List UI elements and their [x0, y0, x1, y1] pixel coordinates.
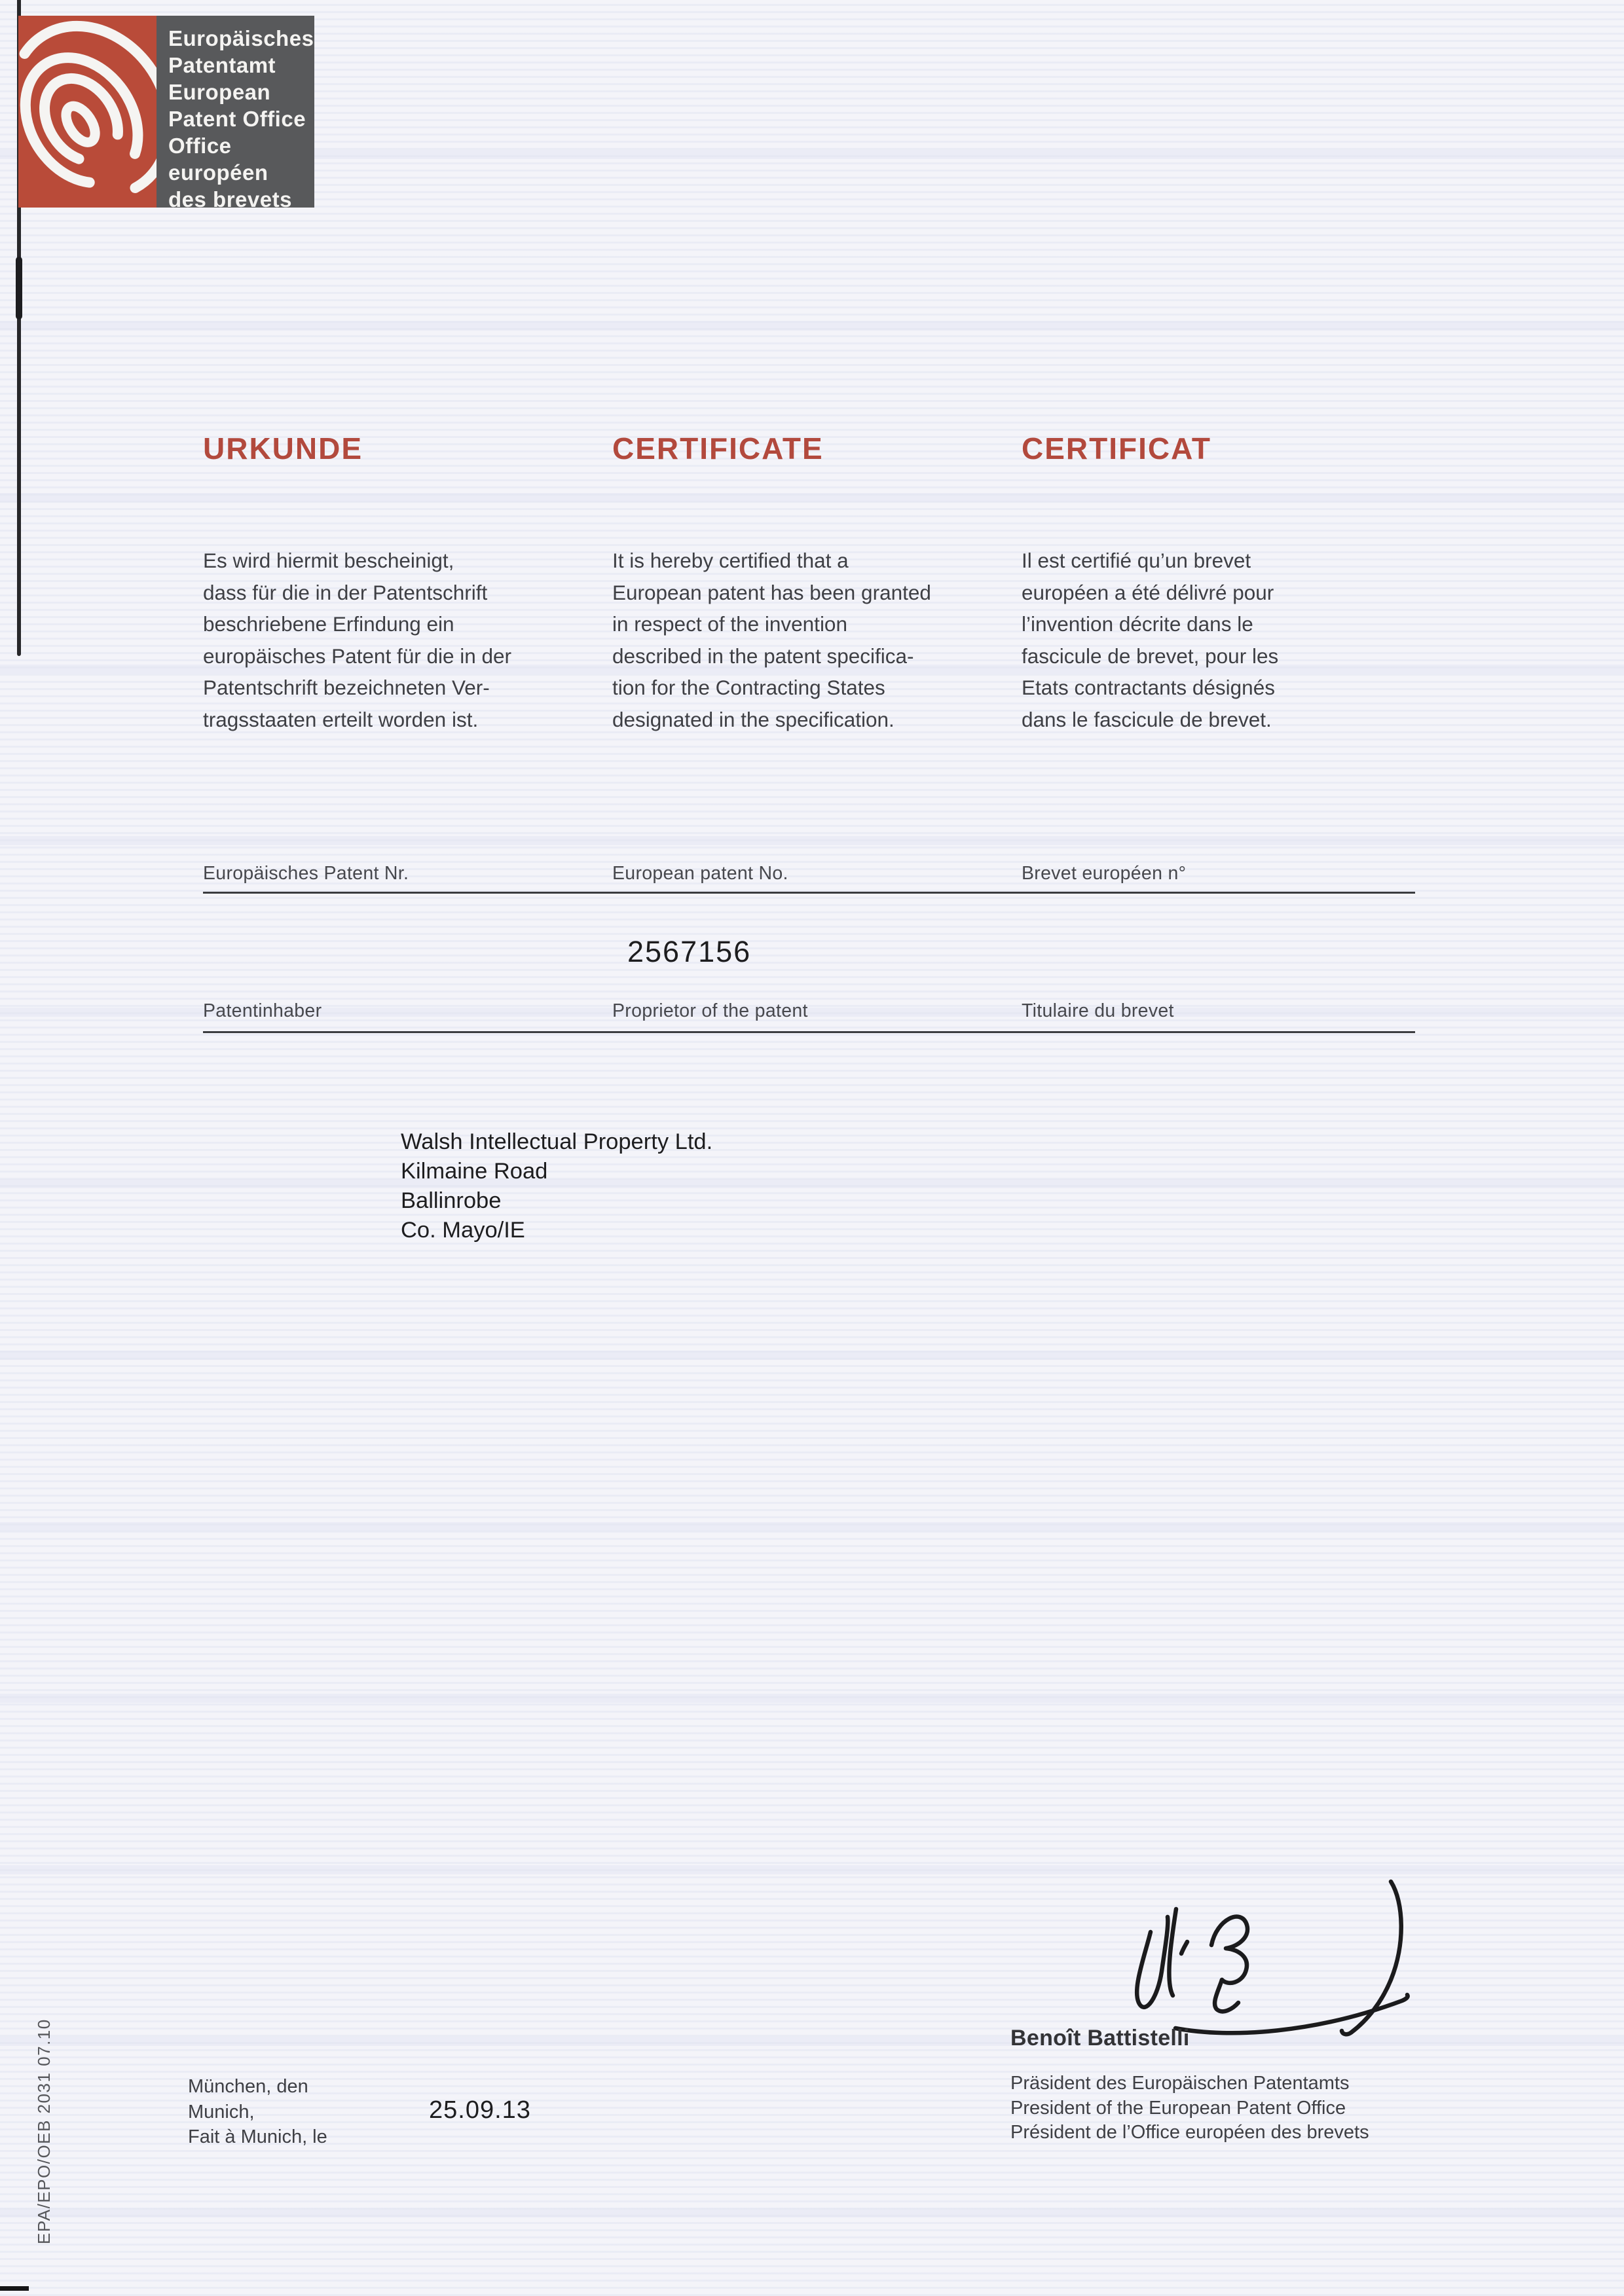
- patent-number-label-de: Europäisches Patent Nr.: [203, 863, 409, 884]
- signature-scrawl: [1113, 1871, 1424, 2039]
- certification-paragraph-en: It is hereby certified that a European patent has been granted in respect of the invention described in the patent specifica- tion for the Contracting States designated in the specification.: [612, 549, 931, 731]
- epo-name-panel: [157, 16, 314, 211]
- patent-number-label-fr: Brevet européen n°: [1022, 863, 1187, 884]
- proprietor-label-de: Patentinhaber: [203, 1000, 322, 1021]
- heading-de: URKUNDE: [203, 431, 363, 465]
- proprietor-rule: [203, 1031, 1415, 1033]
- place-date-labels: München, den Munich, Fait à Munich, le: [188, 2076, 327, 2147]
- patent-number-rule: [203, 892, 1415, 894]
- scan-edge-artifact-bottom: [0, 2286, 29, 2291]
- certification-paragraph-de: Es wird hiermit bescheinigt, dass für die in der Patentschrift beschriebene Erfindung ein europäisches Patent für die in der Patentschrift bezeichneten Ver- tragsstaaten erteilt worden ist.: [203, 549, 512, 731]
- epo-spiral-icon: [18, 16, 157, 208]
- epo-org-name-en: European Patent Office: [168, 80, 306, 131]
- heading-en: CERTIFICATE: [612, 431, 824, 465]
- form-code-vertical: EPA/EPO/OEB 2031 07.10: [34, 2018, 54, 2244]
- issue-date: 25.09.13: [429, 2096, 531, 2124]
- certification-paragraph-fr: Il est certifié qu’un brevet européen a été délivré pour l’invention décrite dans le fascicule de brevet, pour les Etats contractants désignés dans le fascicule de brevet.: [1022, 549, 1279, 731]
- signer-titles: Präsident des Europäischen Patentamts President of the European Patent Office Président de l’Office européen des brevets: [1010, 2073, 1369, 2143]
- proprietor-label-fr: Titulaire du brevet: [1022, 1000, 1174, 1021]
- epo-logo: [18, 16, 314, 211]
- patent-number-label-en: European patent No.: [612, 863, 788, 884]
- epo-spiral-panel: [18, 16, 157, 208]
- epo-org-name-de: Europäisches Patentamt: [168, 26, 314, 77]
- proprietor-address: Walsh Intellectual Property Ltd. Kilmaine Road Ballinrobe Co. Mayo/IE: [401, 1129, 713, 1243]
- patent-number-value: 2567156: [627, 935, 752, 968]
- heading-fr: CERTIFICAT: [1022, 431, 1212, 465]
- proprietor-label-en: Proprietor of the patent: [612, 1000, 808, 1021]
- epo-org-name-fr: Office européen des brevets: [168, 134, 292, 211]
- signer-name: Benoît Battistelli: [1010, 2026, 1190, 2050]
